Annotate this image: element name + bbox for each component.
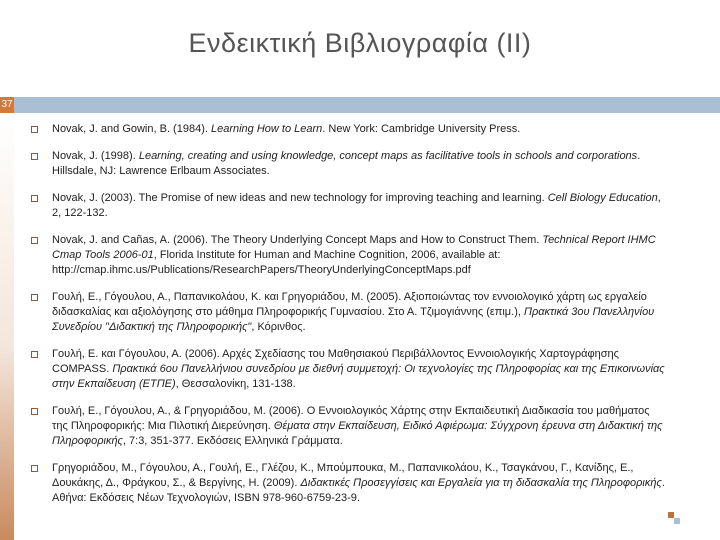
reference-text: Novak, J. and Gowin, B. (1984). xyxy=(52,123,211,135)
reference-item xyxy=(0,233,720,278)
reference-list xyxy=(0,122,720,518)
page-number: 37 xyxy=(0,97,14,113)
square-bullet-icon xyxy=(31,408,38,415)
slide-title: Ενδεικτική Βιβλιογραφία (ΙΙ) xyxy=(188,28,532,58)
reference-item xyxy=(0,461,720,506)
reference-text: Γουλή, Ε. και Γόγουλου, Α. (2006). Αρχές Σχεδίασης του Μαθησιακού Περιβάλλοντος Εννοιολογικής Χαρτογράφησης COMPASS. xyxy=(52,348,619,375)
header-bar xyxy=(0,97,720,113)
reference-title: Technical Report IHMC Cmap Tools 2006-01 xyxy=(52,234,656,261)
square-bullet-icon xyxy=(31,465,38,472)
reference-text: Γρηγοριάδου, Μ., Γόγουλου, Α., Γουλή, Ε., Γλέζου, Κ., Μπούμπουκα, Μ., Παπανικολάου, Κ., Τσαγκάνου, Γ., Κανίδης, Ε., Δουκάκης, Δ., Φράγκου, Σ., & Βεργίνης, Η. (2009). xyxy=(52,462,634,489)
reference-text: Novak, J. (1998). xyxy=(52,150,139,162)
square-bullet-icon xyxy=(31,351,38,358)
reference-item xyxy=(0,122,720,137)
square-bullet-icon xyxy=(31,126,38,133)
square-bullet-icon xyxy=(31,195,38,202)
reference-title: Cell Biology Education xyxy=(547,192,658,204)
reference-text: Novak, J. and Cañas, A. (2006). The Theory Underlying Concept Maps and How to Construct Them. xyxy=(52,234,543,246)
reference-title: Learning, creating and using knowledge, concept maps as facilitative tools in schools and corporations xyxy=(138,150,638,162)
reference-item xyxy=(0,191,720,221)
reference-details: , Florida Institute for Human and Machine Cognition, 2006, available at: http://cmap.ihmc.us/Publications/ResearchPapers/TheoryUnderlyingConceptMaps.pdf xyxy=(52,249,501,276)
reference-details: , 2, 122-132. xyxy=(52,192,661,219)
reference-details: . Αθήνα: Εκδόσεις Νέων Τεχνολογιών, ISBN 978-960-6759-23-9. xyxy=(52,477,665,504)
reference-text: Γουλή, Ε., Γόγουλου, Α., & Γρηγοριάδου, Μ. (2006). Ο Εννοιολογικός Χάρτης στην Εκπαιδευτική Διαδικασία του μαθήματος της Πληροφορικής: Μια Πιλοτική Διερεύνηση. xyxy=(52,405,650,432)
reference-details: . Hillsdale, NJ: Lawrence Erlbaum Associates. xyxy=(52,150,641,177)
reference-title: Θέματα στην Εκπαίδευση, Ειδικό Αφιέρωμα: Σύγχρονη έρευνα στη Διδακτική της Πληροφορικής xyxy=(52,420,663,447)
reference-details: , Θεσσαλονίκη, 131-138. xyxy=(175,378,296,390)
reference-title: Πρακτικά 3ου Πανελληνίου Συνεδρίου "Διδακτική της Πληροφορικής" xyxy=(52,306,655,333)
square-bullet-icon xyxy=(31,153,38,160)
corner-decoration-icon xyxy=(668,512,680,524)
reference-title: Διδακτικές Προσεγγίσεις και Εργαλεία για τη διδασκαλία της Πληροφορικής xyxy=(300,477,662,489)
reference-item xyxy=(0,347,720,392)
reference-details: , Κόρινθος. xyxy=(251,321,306,333)
reference-details: . New York: Cambridge University Press. xyxy=(322,123,521,135)
reference-title: Learning How to Learn xyxy=(210,123,323,135)
reference-text: Γουλή, Ε., Γόγουλου, Α., Παπανικολάου, Κ. και Γρηγοριάδου, Μ. (2005). Αξιοποιώντας τον εννοιολογικό χάρτη ως εργαλείο διδασκαλίας και αξιολόγησης στο μάθημα Πληροφορικής Γυμνασίου. Στο Α. Τζιμογιάννης (επιμ.), xyxy=(52,291,647,318)
reference-item xyxy=(0,149,720,179)
reference-item xyxy=(0,290,720,335)
reference-title: Πρακτικά 6ου Πανελλήνιου συνεδρίου με διεθνή συμμετοχή: Οι τεχνολογίες της Πληροφορίας και της Επικοινωνίας στην Εκπαίδευση (ΕΤΠΕ) xyxy=(52,363,665,390)
reference-item xyxy=(0,404,720,449)
square-bullet-icon xyxy=(31,237,38,244)
reference-text: Novak, J. (2003). The Promise of new ideas and new technology for improving teaching and learning. xyxy=(52,192,548,204)
square-bullet-icon xyxy=(31,294,38,301)
reference-details: , 7:3, 351-377. Εκδόσεις Ελληνικά Γράμματα. xyxy=(122,435,343,447)
